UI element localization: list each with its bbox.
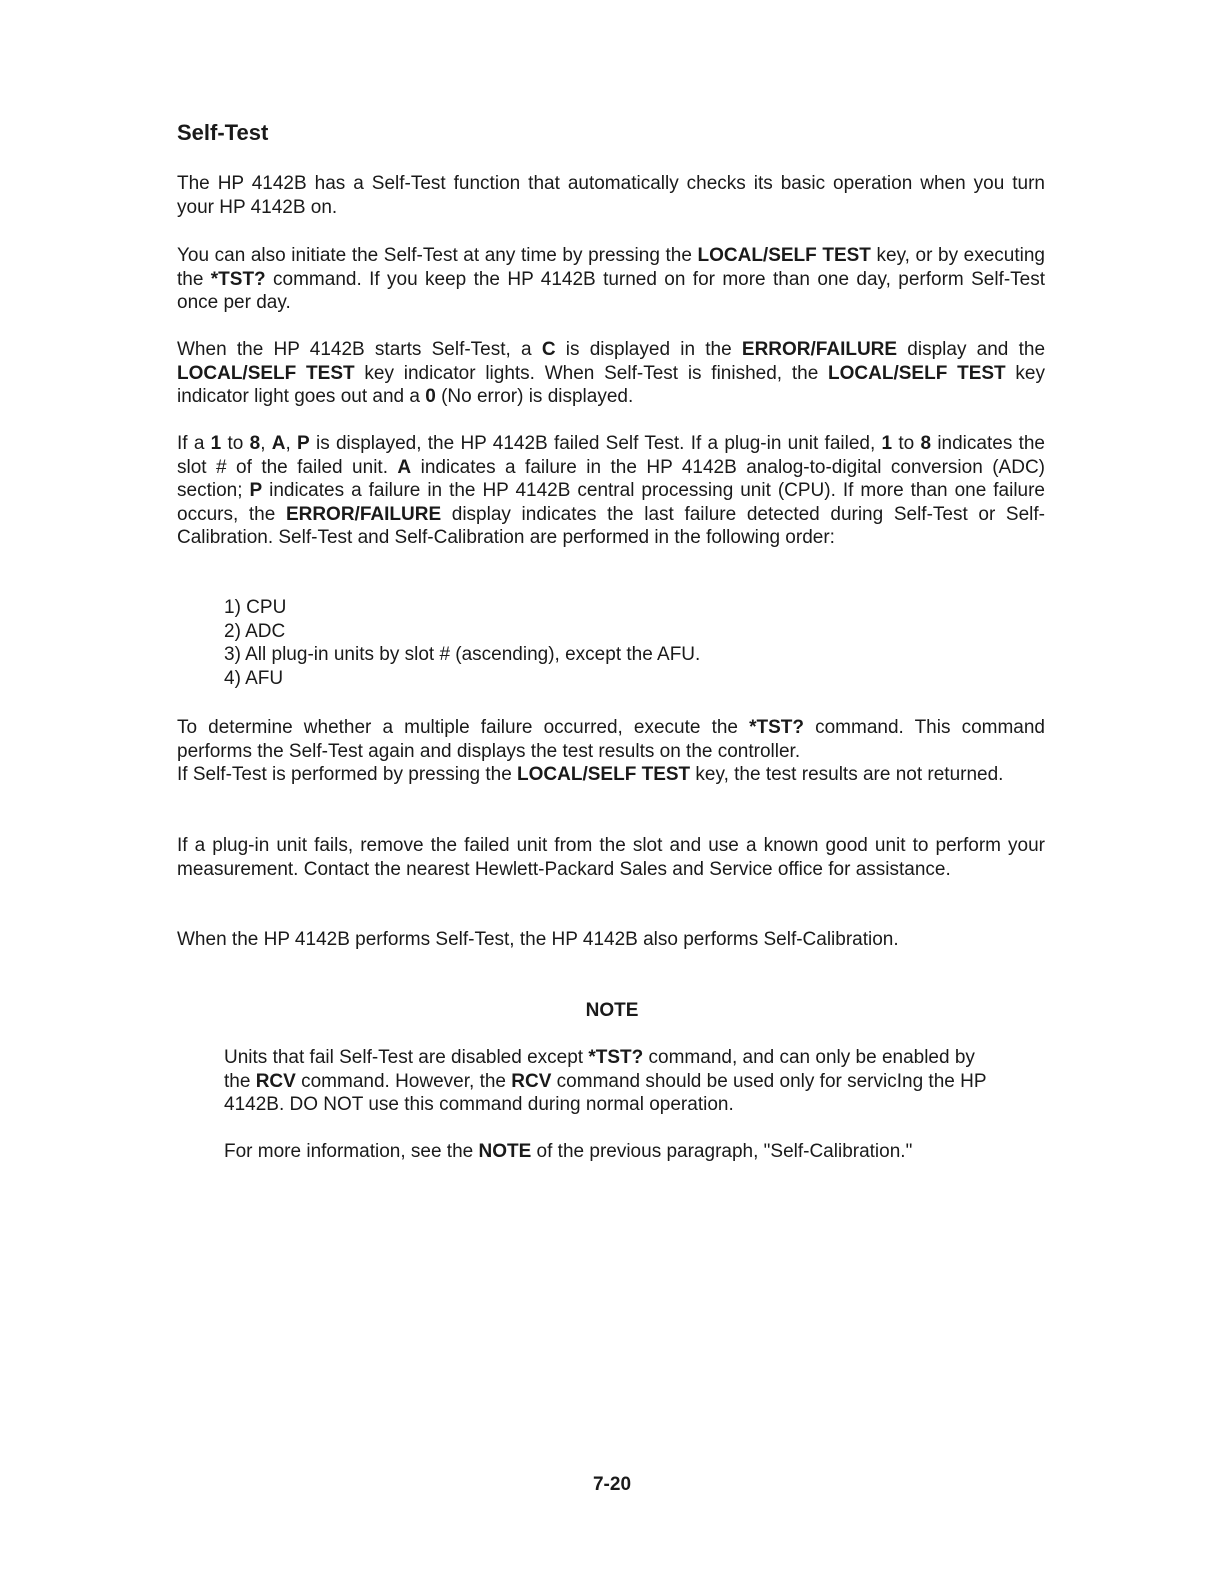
paragraph-initiate: You can also initiate the Self-Test at any time by pressing the LOCAL/SELF TEST key, or by executing the *TST? command. If you keep the HP 4142B turned on for more than one day, perform Self-Test once per day. xyxy=(177,245,1045,313)
paragraph-unit-fails: If a plug-in unit fails, remove the failed unit from the slot and use a known good unit to perform your measurement. Contact the nearest Hewlett-Packard Sales and Service office for assistance. xyxy=(177,835,1045,880)
page-number: 7-20 xyxy=(592,1474,632,1495)
note-paragraph-more-info: For more information, see the NOTE of the previous paragraph, "Self-Calibration." xyxy=(224,1141,913,1162)
paragraph-multiple-failure: To determine whether a multiple failure occurred, execute the *TST? command. This command performs the Self-Test again and displays the test results on the controller. xyxy=(177,717,1045,762)
paragraph-key-results: If Self-Test is performed by pressing the LOCAL/SELF TEST key, the test results are not returned. xyxy=(177,764,1004,785)
paragraph-start: When the HP 4142B starts Self-Test, a C is displayed in the ERROR/FAILURE display and the LOCAL/SELF TEST key indicator lights. When Self-Test is finished, the LOCAL/SELF TEST key indicator light goes out and a 0 (No error) is displayed. xyxy=(177,339,1046,407)
test-order-list xyxy=(224,596,700,690)
note-title: NOTE xyxy=(585,1000,639,1021)
list-item: 4) AFU xyxy=(224,667,284,689)
list-item: 2) ADC xyxy=(224,620,286,642)
section-heading: Self-Test xyxy=(177,120,269,145)
paragraph-failure: If a 1 to 8, A, P is displayed, the HP 4142B failed Self Test. If a plug-in unit failed, 1 to 8 indicates the slot # of the failed unit. A indicates a failure in the HP 4142B analog-to-digital conversion (ADC) section; P indicates a failure in the HP 4142B central processing unit (CPU). If more than one failure occurs, the ERROR/FAILURE display indicates the last failure detected during Self-Test or Self-Calibration. Self-Test and Self-Calibration are performed in the following order: xyxy=(177,433,1045,548)
list-item: 3) All plug-in units by slot # (ascending), except the AFU. xyxy=(224,644,701,665)
paragraph-self-calibration: When the HP 4142B performs Self-Test, the HP 4142B also performs Self-Calibration. xyxy=(177,929,899,950)
paragraph-intro: The HP 4142B has a Self-Test function that automatically checks its basic operation when you turn your HP 4142B on. xyxy=(177,173,1045,218)
note-paragraph-disabled-units: Units that fail Self-Test are disabled except *TST? command, and can only be enabled by the RCV command. However, the RCV command should be used only for servicIng the HP 4142B. DO NOT use this command during normal operation. xyxy=(224,1047,987,1115)
list-item: 1) CPU xyxy=(224,597,287,618)
